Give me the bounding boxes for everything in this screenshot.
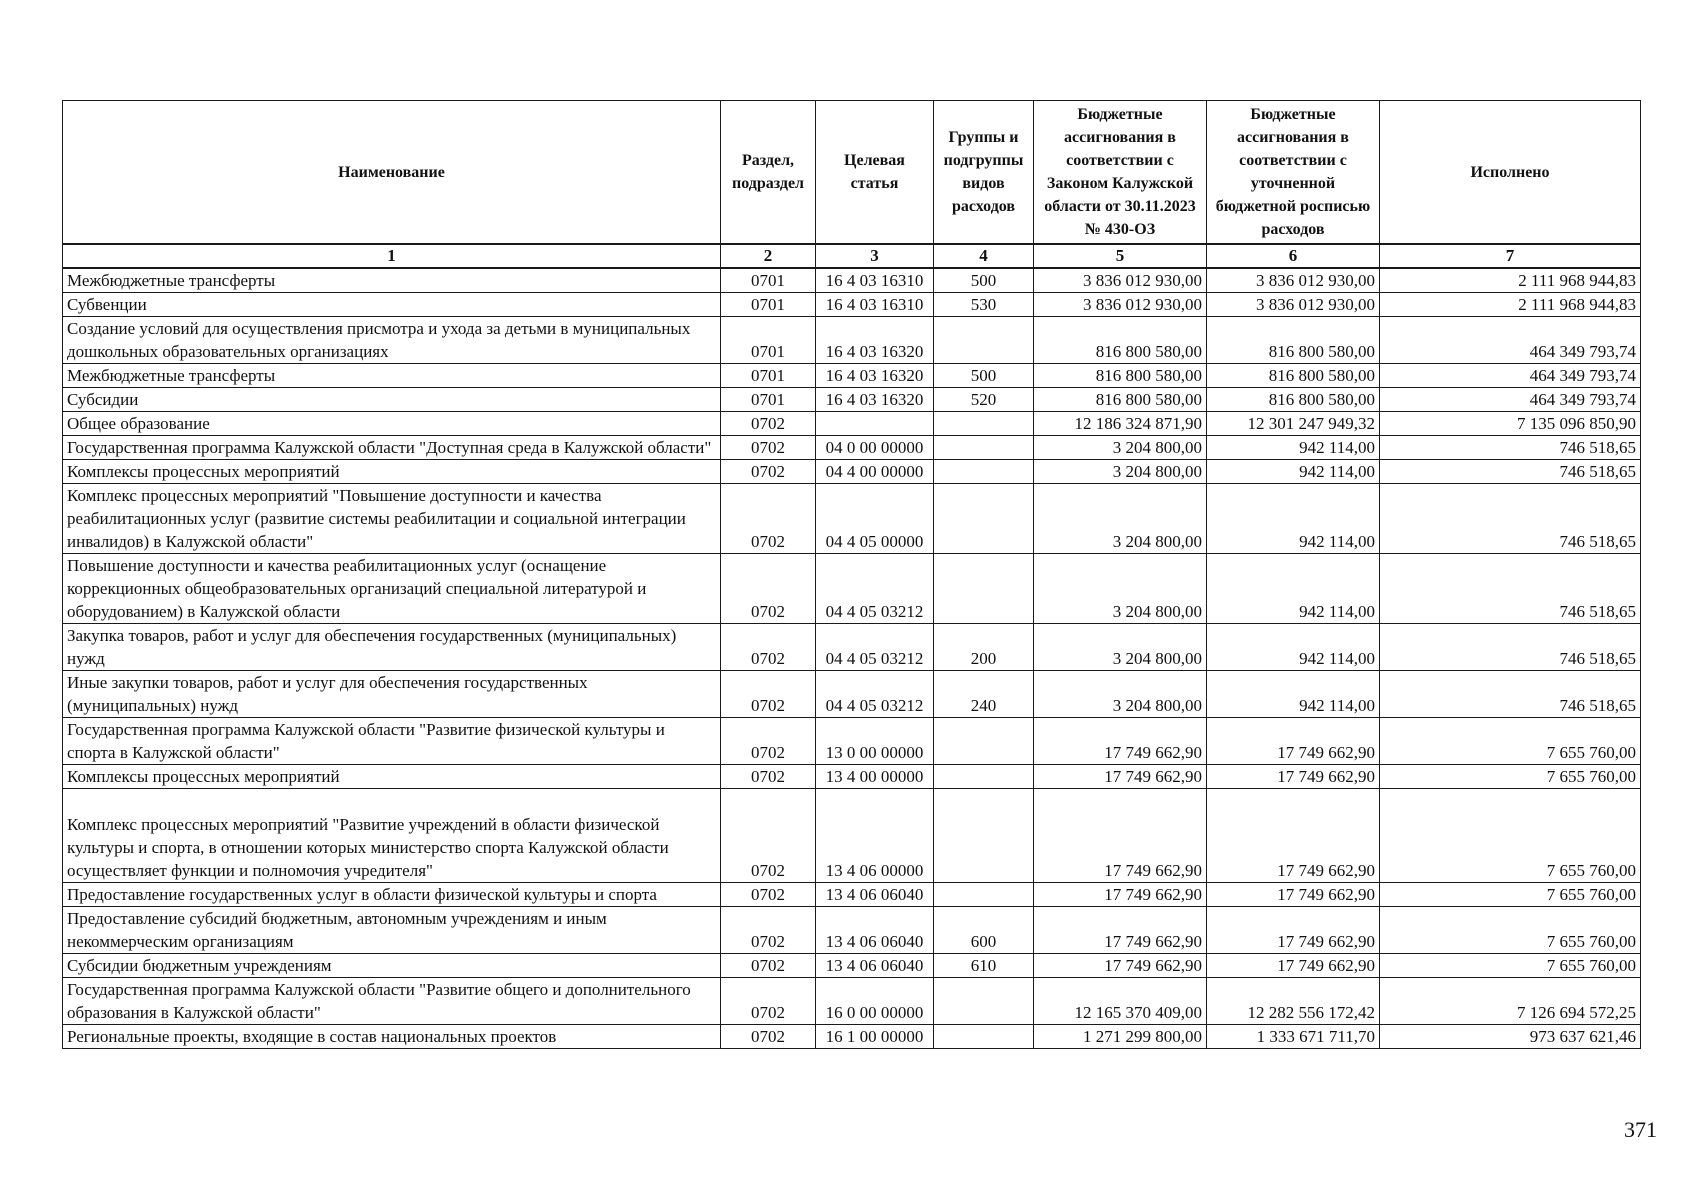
table-row	[63, 317, 1641, 364]
cell-name: Субсидии бюджетным учреждениям	[63, 954, 721, 978]
table-header	[63, 101, 1641, 269]
cell-section: 0702	[721, 1025, 816, 1049]
cell-target: 04 4 05 03212	[816, 624, 934, 671]
cell-refined-allocation: 17 749 662,90	[1207, 789, 1380, 883]
cell-executed: 746 518,65	[1380, 460, 1641, 484]
table-row	[63, 883, 1641, 907]
cell-section: 0702	[721, 883, 816, 907]
cell-target: 04 4 05 00000	[816, 484, 934, 554]
table-row	[63, 460, 1641, 484]
cell-group: 200	[934, 624, 1034, 671]
cell-refined-allocation: 17 749 662,90	[1207, 883, 1380, 907]
cell-refined-allocation: 816 800 580,00	[1207, 364, 1380, 388]
table-row	[63, 789, 1641, 883]
cell-target: 16 4 03 16320	[816, 364, 934, 388]
cell-name: Предоставление государственных услуг в области физической культуры и спорта	[63, 883, 721, 907]
cell-executed: 7 135 096 850,90	[1380, 412, 1641, 436]
column-number: 6	[1207, 244, 1380, 268]
cell-group: 610	[934, 954, 1034, 978]
cell-section: 0702	[721, 789, 816, 883]
cell-law-allocation: 17 749 662,90	[1034, 954, 1207, 978]
cell-target: 16 4 03 16310	[816, 293, 934, 317]
cell-executed: 746 518,65	[1380, 436, 1641, 460]
table-row	[63, 484, 1641, 554]
table-body	[63, 268, 1641, 1049]
cell-executed: 746 518,65	[1380, 671, 1641, 718]
cell-law-allocation: 17 749 662,90	[1034, 765, 1207, 789]
table-row	[63, 268, 1641, 293]
cell-refined-allocation: 942 114,00	[1207, 554, 1380, 624]
cell-refined-allocation: 816 800 580,00	[1207, 317, 1380, 364]
cell-target: 13 0 00 00000	[816, 718, 934, 765]
table-row	[63, 765, 1641, 789]
cell-refined-allocation: 942 114,00	[1207, 460, 1380, 484]
cell-group	[934, 718, 1034, 765]
cell-law-allocation: 17 749 662,90	[1034, 907, 1207, 954]
cell-section: 0702	[721, 436, 816, 460]
cell-refined-allocation: 12 282 556 172,42	[1207, 978, 1380, 1025]
table-row	[63, 978, 1641, 1025]
column-number: 4	[934, 244, 1034, 268]
cell-law-allocation: 3 204 800,00	[1034, 484, 1207, 554]
table-row	[63, 364, 1641, 388]
cell-name: Комплекс процессных мероприятий "Развитие учреждений в области физической культуры и спорта, в отношении которых министерство спорта Калужской области осуществляет функции и полномочия учредителя"	[63, 789, 721, 883]
cell-name: Создание условий для осуществления присмотра и ухода за детьми в муниципальных дошкольных образовательных организациях	[63, 317, 721, 364]
cell-target: 04 4 05 03212	[816, 671, 934, 718]
cell-name: Комплекс процессных мероприятий "Повышение доступности и качества реабилитационных услуг (развитие системы реабилитации и социальной интеграции инвалидов) в Калужской области"	[63, 484, 721, 554]
header-executed: Исполнено	[1380, 101, 1641, 245]
cell-law-allocation: 3 204 800,00	[1034, 671, 1207, 718]
cell-law-allocation: 17 749 662,90	[1034, 718, 1207, 765]
cell-executed: 746 518,65	[1380, 554, 1641, 624]
cell-executed: 2 111 968 944,83	[1380, 293, 1641, 317]
cell-target: 16 4 03 16320	[816, 317, 934, 364]
cell-executed: 973 637 621,46	[1380, 1025, 1641, 1049]
cell-group	[934, 460, 1034, 484]
header-law-allocations: Бюджетные ассигнования в соответствии с Законом Калужской области от 30.11.2023 № 430-ОЗ	[1034, 101, 1207, 245]
cell-law-allocation: 816 800 580,00	[1034, 364, 1207, 388]
cell-section: 0702	[721, 412, 816, 436]
cell-law-allocation: 3 204 800,00	[1034, 624, 1207, 671]
header-target: Целевая статья	[816, 101, 934, 245]
cell-law-allocation: 12 165 370 409,00	[1034, 978, 1207, 1025]
cell-group	[934, 412, 1034, 436]
cell-target: 04 4 05 03212	[816, 554, 934, 624]
cell-group	[934, 883, 1034, 907]
cell-executed: 746 518,65	[1380, 484, 1641, 554]
cell-executed: 7 655 760,00	[1380, 907, 1641, 954]
cell-executed: 2 111 968 944,83	[1380, 268, 1641, 293]
column-number: 7	[1380, 244, 1641, 268]
cell-name: Субвенции	[63, 293, 721, 317]
cell-executed: 7 126 694 572,25	[1380, 978, 1641, 1025]
cell-refined-allocation: 3 836 012 930,00	[1207, 268, 1380, 293]
cell-section: 0702	[721, 978, 816, 1025]
cell-law-allocation: 17 749 662,90	[1034, 789, 1207, 883]
cell-section: 0701	[721, 388, 816, 412]
cell-section: 0702	[721, 624, 816, 671]
cell-law-allocation: 816 800 580,00	[1034, 317, 1207, 364]
cell-law-allocation: 12 186 324 871,90	[1034, 412, 1207, 436]
cell-target: 13 4 06 06040	[816, 954, 934, 978]
table-row	[63, 436, 1641, 460]
cell-group	[934, 1025, 1034, 1049]
cell-name: Региональные проекты, входящие в состав национальных проектов	[63, 1025, 721, 1049]
cell-name: Субсидии	[63, 388, 721, 412]
cell-name: Повышение доступности и качества реабилитационных услуг (оснащение коррекционных общеобразовательных организаций специальной литературой и оборудованием) в Калужской области	[63, 554, 721, 624]
cell-group: 520	[934, 388, 1034, 412]
table-row	[63, 412, 1641, 436]
header-refined-allocations: Бюджетные ассигнования в соответствии с уточненной бюджетной росписью расходов	[1207, 101, 1380, 245]
cell-name: Государственная программа Калужской области "Развитие общего и дополнительного образования в Калужской области"	[63, 978, 721, 1025]
cell-executed: 7 655 760,00	[1380, 789, 1641, 883]
cell-executed: 464 349 793,74	[1380, 364, 1641, 388]
cell-law-allocation: 1 271 299 800,00	[1034, 1025, 1207, 1049]
cell-group: 530	[934, 293, 1034, 317]
cell-name: Межбюджетные трансферты	[63, 364, 721, 388]
cell-executed: 464 349 793,74	[1380, 388, 1641, 412]
table-row	[63, 624, 1641, 671]
cell-target: 13 4 06 00000	[816, 789, 934, 883]
cell-group: 240	[934, 671, 1034, 718]
cell-name: Государственная программа Калужской области "Доступная среда в Калужской области"	[63, 436, 721, 460]
cell-section: 0702	[721, 554, 816, 624]
cell-name: Общее образование	[63, 412, 721, 436]
cell-section: 0702	[721, 460, 816, 484]
cell-section: 0701	[721, 317, 816, 364]
cell-law-allocation: 3 836 012 930,00	[1034, 293, 1207, 317]
table-row	[63, 1025, 1641, 1049]
cell-group	[934, 317, 1034, 364]
cell-refined-allocation: 942 114,00	[1207, 436, 1380, 460]
cell-name: Государственная программа Калужской области "Развитие физической культуры и спорта в Калужской области"	[63, 718, 721, 765]
cell-refined-allocation: 942 114,00	[1207, 624, 1380, 671]
table-row	[63, 954, 1641, 978]
cell-target: 13 4 06 06040	[816, 883, 934, 907]
cell-name: Комплексы процессных мероприятий	[63, 765, 721, 789]
table-row	[63, 718, 1641, 765]
budget-sheet	[62, 100, 1640, 1049]
cell-law-allocation: 816 800 580,00	[1034, 388, 1207, 412]
cell-refined-allocation: 17 749 662,90	[1207, 765, 1380, 789]
cell-section: 0701	[721, 293, 816, 317]
table-row	[63, 388, 1641, 412]
cell-target: 16 4 03 16310	[816, 268, 934, 293]
budget-table	[62, 100, 1641, 1049]
cell-law-allocation: 3 204 800,00	[1034, 436, 1207, 460]
table-row	[63, 671, 1641, 718]
cell-name: Иные закупки товаров, работ и услуг для обеспечения государственных (муниципальных) нужд	[63, 671, 721, 718]
column-number: 2	[721, 244, 816, 268]
cell-refined-allocation: 942 114,00	[1207, 484, 1380, 554]
cell-target: 13 4 06 06040	[816, 907, 934, 954]
header-groups: Группы и подгруппы видов расходов	[934, 101, 1034, 245]
cell-refined-allocation: 942 114,00	[1207, 671, 1380, 718]
table-row	[63, 907, 1641, 954]
cell-group	[934, 436, 1034, 460]
cell-section: 0702	[721, 907, 816, 954]
cell-refined-allocation: 3 836 012 930,00	[1207, 293, 1380, 317]
table-row	[63, 554, 1641, 624]
header-section: Раздел, подраздел	[721, 101, 816, 245]
cell-group	[934, 789, 1034, 883]
cell-group: 500	[934, 364, 1034, 388]
cell-target: 16 0 00 00000	[816, 978, 934, 1025]
cell-group	[934, 765, 1034, 789]
cell-name: Межбюджетные трансферты	[63, 268, 721, 293]
cell-refined-allocation: 816 800 580,00	[1207, 388, 1380, 412]
cell-group: 500	[934, 268, 1034, 293]
cell-target: 16 4 03 16320	[816, 388, 934, 412]
cell-executed: 7 655 760,00	[1380, 883, 1641, 907]
cell-target: 04 4 00 00000	[816, 460, 934, 484]
cell-section: 0702	[721, 765, 816, 789]
cell-law-allocation: 3 204 800,00	[1034, 554, 1207, 624]
cell-section: 0702	[721, 484, 816, 554]
cell-law-allocation: 3 204 800,00	[1034, 460, 1207, 484]
column-number: 5	[1034, 244, 1207, 268]
cell-refined-allocation: 17 749 662,90	[1207, 718, 1380, 765]
cell-executed: 7 655 760,00	[1380, 954, 1641, 978]
cell-name: Предоставление субсидий бюджетным, автономным учреждениям и иным некоммерческим организациям	[63, 907, 721, 954]
cell-refined-allocation: 1 333 671 711,70	[1207, 1025, 1380, 1049]
cell-section: 0701	[721, 364, 816, 388]
cell-target: 13 4 00 00000	[816, 765, 934, 789]
cell-section: 0702	[721, 954, 816, 978]
cell-group: 600	[934, 907, 1034, 954]
table-row	[63, 293, 1641, 317]
cell-executed: 464 349 793,74	[1380, 317, 1641, 364]
cell-refined-allocation: 17 749 662,90	[1207, 954, 1380, 978]
cell-group	[934, 484, 1034, 554]
cell-executed: 7 655 760,00	[1380, 765, 1641, 789]
cell-refined-allocation: 17 749 662,90	[1207, 907, 1380, 954]
header-name: Наименование	[63, 101, 721, 245]
cell-target: 16 1 00 00000	[816, 1025, 934, 1049]
cell-section: 0702	[721, 671, 816, 718]
cell-executed: 7 655 760,00	[1380, 718, 1641, 765]
cell-law-allocation: 17 749 662,90	[1034, 883, 1207, 907]
column-number: 3	[816, 244, 934, 268]
cell-group	[934, 978, 1034, 1025]
cell-group	[934, 554, 1034, 624]
cell-name: Закупка товаров, работ и услуг для обеспечения государственных (муниципальных) нужд	[63, 624, 721, 671]
cell-section: 0702	[721, 718, 816, 765]
cell-executed: 746 518,65	[1380, 624, 1641, 671]
cell-law-allocation: 3 836 012 930,00	[1034, 268, 1207, 293]
cell-target	[816, 412, 934, 436]
column-number: 1	[63, 244, 721, 268]
page-number: 371	[1624, 1117, 1657, 1142]
cell-name: Комплексы процессных мероприятий	[63, 460, 721, 484]
cell-section: 0701	[721, 268, 816, 293]
cell-refined-allocation: 12 301 247 949,32	[1207, 412, 1380, 436]
cell-target: 04 0 00 00000	[816, 436, 934, 460]
